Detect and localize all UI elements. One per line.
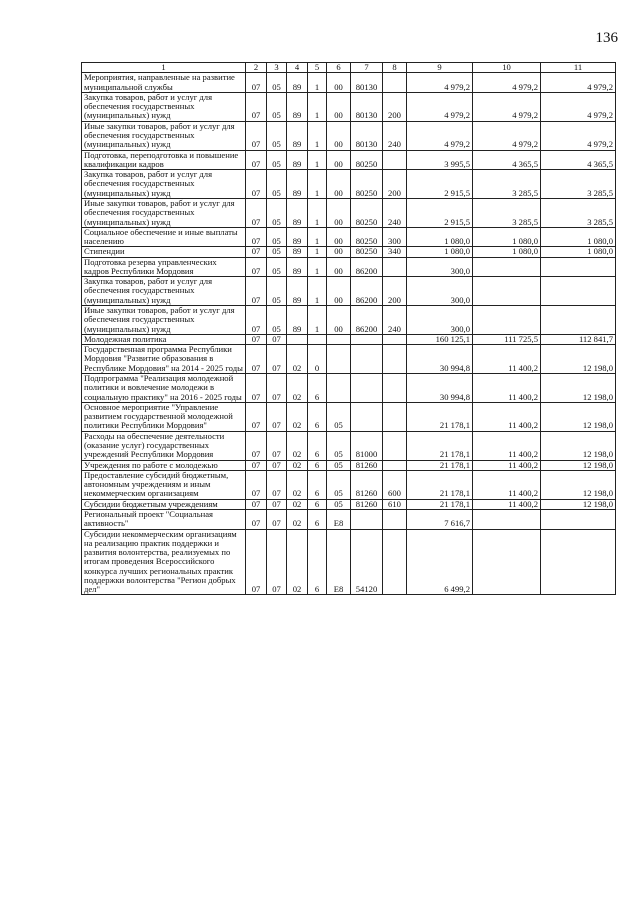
code-cell-6: 00 [327, 277, 351, 306]
code-cell-3: 07 [267, 334, 287, 344]
code-cell-5: 6 [308, 509, 327, 529]
code-cell-2: 07 [246, 198, 267, 227]
table-row [82, 121, 616, 150]
amount-cell-9: 160 125,1 [407, 334, 473, 344]
code-cell-3: 05 [267, 227, 287, 247]
code-cell-3: 07 [267, 374, 287, 403]
amount-cell-10 [473, 277, 541, 306]
code-cell-6: 00 [327, 247, 351, 257]
amount-cell-10: 3 285,5 [473, 198, 541, 227]
code-cell-8: 240 [383, 198, 407, 227]
code-cell-4: 02 [287, 374, 308, 403]
code-cell-6 [327, 334, 351, 344]
code-cell-2: 07 [246, 499, 267, 509]
code-cell-8 [383, 529, 407, 595]
code-cell-6: 05 [327, 460, 351, 470]
code-cell-5: 6 [308, 529, 327, 595]
amount-cell-11: 1 080,0 [541, 247, 616, 257]
amount-cell-11: 12 198,0 [541, 431, 616, 460]
header-cell: 1 [82, 63, 246, 73]
code-cell-2: 07 [246, 402, 267, 431]
code-cell-3: 07 [267, 345, 287, 374]
code-cell-7: 80250 [351, 247, 383, 257]
code-cell-4: 89 [287, 227, 308, 247]
code-cell-4: 02 [287, 345, 308, 374]
code-cell-3: 07 [267, 402, 287, 431]
code-cell-8 [383, 73, 407, 93]
code-cell-6: 00 [327, 227, 351, 247]
amount-cell-11: 4 365,5 [541, 150, 616, 170]
amount-cell-10: 11 400,2 [473, 345, 541, 374]
table-row [82, 170, 616, 199]
table-row [82, 334, 616, 344]
code-cell-8: 200 [383, 170, 407, 199]
header-cell: 6 [327, 63, 351, 73]
code-cell-3: 07 [267, 529, 287, 595]
table-row [82, 150, 616, 170]
code-cell-2: 07 [246, 150, 267, 170]
code-cell-8 [383, 257, 407, 277]
code-cell-6: 00 [327, 198, 351, 227]
code-cell-7 [351, 334, 383, 344]
amount-cell-11: 12 198,0 [541, 345, 616, 374]
code-cell-7: 80250 [351, 198, 383, 227]
header-cell: 9 [407, 63, 473, 73]
code-cell-7: 86200 [351, 306, 383, 335]
code-cell-4: 89 [287, 247, 308, 257]
code-cell-2: 07 [246, 257, 267, 277]
amount-cell-10: 11 400,2 [473, 470, 541, 499]
amount-cell-10 [473, 306, 541, 335]
code-cell-4: 02 [287, 509, 308, 529]
amount-cell-9: 21 178,1 [407, 402, 473, 431]
code-cell-4: 02 [287, 470, 308, 499]
code-cell-5: 6 [308, 499, 327, 509]
amount-cell-11 [541, 306, 616, 335]
table-row [82, 277, 616, 306]
row-name-cell: Иные закупки товаров, работ и услуг для обеспечения государственных (муниципальных) нужд [82, 306, 246, 335]
amount-cell-10: 111 725,5 [473, 334, 541, 344]
code-cell-6: E8 [327, 529, 351, 595]
amount-cell-10: 11 400,2 [473, 460, 541, 470]
amount-cell-9: 21 178,1 [407, 460, 473, 470]
header-cell: 10 [473, 63, 541, 73]
code-cell-4: 02 [287, 431, 308, 460]
amount-cell-11: 4 979,2 [541, 121, 616, 150]
code-cell-5: 1 [308, 257, 327, 277]
code-cell-6: E8 [327, 509, 351, 529]
code-cell-5: 1 [308, 170, 327, 199]
code-cell-7: 86200 [351, 257, 383, 277]
code-cell-4: 89 [287, 92, 308, 121]
code-cell-7: 81260 [351, 470, 383, 499]
code-cell-2: 07 [246, 92, 267, 121]
code-cell-6: 05 [327, 499, 351, 509]
code-cell-5: 1 [308, 73, 327, 93]
amount-cell-9: 3 995,5 [407, 150, 473, 170]
header-cell: 7 [351, 63, 383, 73]
code-cell-2: 07 [246, 227, 267, 247]
amount-cell-11: 12 198,0 [541, 460, 616, 470]
code-cell-7: 80130 [351, 121, 383, 150]
amount-cell-11: 3 285,5 [541, 170, 616, 199]
code-cell-4: 89 [287, 306, 308, 335]
code-cell-8 [383, 374, 407, 403]
table-row [82, 529, 616, 595]
row-name-cell: Молодежная политика [82, 334, 246, 344]
code-cell-8: 300 [383, 227, 407, 247]
amount-cell-11 [541, 277, 616, 306]
code-cell-4: 02 [287, 402, 308, 431]
table-row [82, 509, 616, 529]
table-row [82, 431, 616, 460]
row-name-cell: Подпрограмма "Реализация молодежной политики и вовлечение молодежи в социальную практику" на 2016 - 2025 годы [82, 374, 246, 403]
row-name-cell: Субсидии некоммерческим организациям на реализацию практик поддержки и развития волонтерства, реализуемых по итогам проведения Всероссийского конкурса лучших региональных практик поддержки волонтерства "Регион добрых дел" [82, 529, 246, 595]
code-cell-6: 00 [327, 92, 351, 121]
row-name-cell: Закупка товаров, работ и услуг для обеспечения государственных (муниципальных) нужд [82, 170, 246, 199]
header-cell: 4 [287, 63, 308, 73]
row-name-cell: Иные закупки товаров, работ и услуг для обеспечения государственных (муниципальных) нужд [82, 121, 246, 150]
code-cell-3: 05 [267, 277, 287, 306]
code-cell-6: 00 [327, 306, 351, 335]
code-cell-4: 89 [287, 150, 308, 170]
row-name-cell: Закупка товаров, работ и услуг для обеспечения государственных (муниципальных) нужд [82, 277, 246, 306]
amount-cell-9: 1 080,0 [407, 247, 473, 257]
code-cell-7 [351, 374, 383, 403]
table-row [82, 247, 616, 257]
code-cell-2: 07 [246, 345, 267, 374]
code-cell-2: 07 [246, 460, 267, 470]
header-cell: 11 [541, 63, 616, 73]
code-cell-5: 1 [308, 227, 327, 247]
row-name-cell: Закупка товаров, работ и услуг для обеспечения государственных (муниципальных) нужд [82, 92, 246, 121]
amount-cell-11: 1 080,0 [541, 227, 616, 247]
amount-cell-11: 12 198,0 [541, 499, 616, 509]
code-cell-6: 00 [327, 257, 351, 277]
table-header-row [82, 63, 616, 73]
code-cell-8 [383, 334, 407, 344]
row-name-cell: Социальное обеспечение и иные выплаты населению [82, 227, 246, 247]
amount-cell-9: 7 616,7 [407, 509, 473, 529]
amount-cell-9: 21 178,1 [407, 431, 473, 460]
code-cell-4 [287, 334, 308, 344]
code-cell-2: 07 [246, 374, 267, 403]
code-cell-5: 1 [308, 277, 327, 306]
code-cell-7: 80250 [351, 227, 383, 247]
amount-cell-10: 11 400,2 [473, 402, 541, 431]
page-number: 136 [595, 30, 618, 46]
code-cell-2: 07 [246, 121, 267, 150]
code-cell-5: 1 [308, 306, 327, 335]
code-cell-8: 610 [383, 499, 407, 509]
row-name-cell: Региональный проект "Социальная активность" [82, 509, 246, 529]
budget-table [81, 62, 616, 595]
code-cell-4: 02 [287, 529, 308, 595]
code-cell-7 [351, 345, 383, 374]
amount-cell-10: 4 365,5 [473, 150, 541, 170]
row-name-cell: Предоставление субсидий бюджетным, автономным учреждениям и иным некоммерческим организациям [82, 470, 246, 499]
code-cell-8 [383, 402, 407, 431]
code-cell-5: 6 [308, 402, 327, 431]
code-cell-4: 89 [287, 73, 308, 93]
code-cell-8 [383, 345, 407, 374]
amount-cell-9: 4 979,2 [407, 121, 473, 150]
code-cell-3: 05 [267, 121, 287, 150]
code-cell-7: 80130 [351, 92, 383, 121]
code-cell-8 [383, 150, 407, 170]
table-row [82, 198, 616, 227]
amount-cell-9: 6 499,2 [407, 529, 473, 595]
code-cell-6: 00 [327, 121, 351, 150]
header-cell: 2 [246, 63, 267, 73]
code-cell-5: 1 [308, 92, 327, 121]
code-cell-3: 07 [267, 509, 287, 529]
code-cell-5: 6 [308, 470, 327, 499]
amount-cell-10 [473, 509, 541, 529]
row-name-cell: Учреждения по работе с молодежью [82, 460, 246, 470]
code-cell-2: 07 [246, 170, 267, 199]
amount-cell-11: 112 841,7 [541, 334, 616, 344]
code-cell-3: 07 [267, 499, 287, 509]
code-cell-4: 89 [287, 170, 308, 199]
code-cell-7: 81000 [351, 431, 383, 460]
amount-cell-9: 21 178,1 [407, 499, 473, 509]
amount-cell-10: 1 080,0 [473, 247, 541, 257]
amount-cell-10: 11 400,2 [473, 374, 541, 403]
code-cell-8: 200 [383, 92, 407, 121]
amount-cell-10: 4 979,2 [473, 92, 541, 121]
code-cell-8: 600 [383, 470, 407, 499]
row-name-cell: Основное мероприятие "Управление развитием государственной молодежной политики Республики Мордовия" [82, 402, 246, 431]
code-cell-8: 200 [383, 277, 407, 306]
table-row [82, 499, 616, 509]
amount-cell-10: 11 400,2 [473, 431, 541, 460]
amount-cell-10: 1 080,0 [473, 227, 541, 247]
code-cell-3: 05 [267, 73, 287, 93]
code-cell-8: 240 [383, 121, 407, 150]
row-name-cell: Расходы на обеспечение деятельности (оказание услуг) государственных учреждений Республики Мордовия [82, 431, 246, 460]
code-cell-3: 05 [267, 247, 287, 257]
table-row [82, 257, 616, 277]
code-cell-8 [383, 509, 407, 529]
code-cell-2: 07 [246, 431, 267, 460]
row-name-cell: Субсидии бюджетным учреждениям [82, 499, 246, 509]
amount-cell-9: 1 080,0 [407, 227, 473, 247]
code-cell-3: 05 [267, 306, 287, 335]
code-cell-2: 07 [246, 73, 267, 93]
table-row [82, 460, 616, 470]
amount-cell-9: 4 979,2 [407, 92, 473, 121]
amount-cell-9: 30 994,8 [407, 374, 473, 403]
row-name-cell: Подготовка, переподготовка и повышение квалификации кадров [82, 150, 246, 170]
header-cell: 5 [308, 63, 327, 73]
table-row [82, 470, 616, 499]
amount-cell-11: 12 198,0 [541, 374, 616, 403]
code-cell-8: 340 [383, 247, 407, 257]
amount-cell-9: 300,0 [407, 257, 473, 277]
code-cell-7: 81260 [351, 499, 383, 509]
header-cell: 3 [267, 63, 287, 73]
code-cell-3: 05 [267, 198, 287, 227]
code-cell-3: 05 [267, 170, 287, 199]
table-row [82, 402, 616, 431]
code-cell-7: 86200 [351, 277, 383, 306]
amount-cell-9: 300,0 [407, 277, 473, 306]
amount-cell-11: 4 979,2 [541, 92, 616, 121]
amount-cell-11 [541, 509, 616, 529]
code-cell-2: 07 [246, 470, 267, 499]
code-cell-3: 05 [267, 257, 287, 277]
code-cell-2: 07 [246, 277, 267, 306]
amount-cell-11: 12 198,0 [541, 402, 616, 431]
amount-cell-10: 3 285,5 [473, 170, 541, 199]
code-cell-2: 07 [246, 306, 267, 335]
code-cell-2: 07 [246, 334, 267, 344]
row-name-cell: Подготовка резерва управленческих кадров Республики Мордовия [82, 257, 246, 277]
code-cell-7: 80250 [351, 150, 383, 170]
code-cell-5: 1 [308, 121, 327, 150]
table-row [82, 306, 616, 335]
code-cell-5 [308, 334, 327, 344]
amount-cell-10 [473, 529, 541, 595]
code-cell-6: 05 [327, 431, 351, 460]
row-name-cell: Мероприятия, направленные на развитие муниципальной службы [82, 73, 246, 93]
amount-cell-9: 300,0 [407, 306, 473, 335]
code-cell-4: 89 [287, 198, 308, 227]
table-row [82, 92, 616, 121]
code-cell-4: 02 [287, 499, 308, 509]
amount-cell-11 [541, 257, 616, 277]
code-cell-6 [327, 374, 351, 403]
amount-cell-9: 2 915,5 [407, 170, 473, 199]
code-cell-4: 02 [287, 460, 308, 470]
code-cell-7 [351, 509, 383, 529]
code-cell-4: 89 [287, 257, 308, 277]
code-cell-2: 07 [246, 509, 267, 529]
amount-cell-9: 2 915,5 [407, 198, 473, 227]
code-cell-7 [351, 402, 383, 431]
code-cell-8: 240 [383, 306, 407, 335]
amount-cell-11: 3 285,5 [541, 198, 616, 227]
code-cell-5: 1 [308, 247, 327, 257]
code-cell-6: 05 [327, 470, 351, 499]
code-cell-5: 6 [308, 431, 327, 460]
code-cell-4: 89 [287, 121, 308, 150]
table-row [82, 227, 616, 247]
code-cell-6 [327, 345, 351, 374]
amount-cell-10: 4 979,2 [473, 73, 541, 93]
amount-cell-10 [473, 257, 541, 277]
code-cell-2: 07 [246, 247, 267, 257]
code-cell-6: 00 [327, 150, 351, 170]
code-cell-3: 05 [267, 92, 287, 121]
amount-cell-10: 4 979,2 [473, 121, 541, 150]
code-cell-6: 05 [327, 402, 351, 431]
table-row [82, 345, 616, 374]
table-row [82, 73, 616, 93]
row-name-cell: Государственная программа Республики Мордовия "Развитие образования в Республике Мордовия" на 2014 - 2025 годы [82, 345, 246, 374]
amount-cell-11: 12 198,0 [541, 470, 616, 499]
amount-cell-9: 21 178,1 [407, 470, 473, 499]
code-cell-5: 6 [308, 460, 327, 470]
table-body [82, 73, 616, 595]
amount-cell-10: 11 400,2 [473, 499, 541, 509]
amount-cell-9: 4 979,2 [407, 73, 473, 93]
amount-cell-11 [541, 529, 616, 595]
table-row [82, 374, 616, 403]
row-name-cell: Стипендии [82, 247, 246, 257]
code-cell-7: 54120 [351, 529, 383, 595]
code-cell-7: 80250 [351, 170, 383, 199]
code-cell-3: 05 [267, 150, 287, 170]
code-cell-7: 80130 [351, 73, 383, 93]
code-cell-3: 07 [267, 470, 287, 499]
code-cell-3: 07 [267, 431, 287, 460]
code-cell-5: 1 [308, 150, 327, 170]
code-cell-8 [383, 460, 407, 470]
code-cell-5: 1 [308, 198, 327, 227]
code-cell-3: 07 [267, 460, 287, 470]
code-cell-6: 00 [327, 73, 351, 93]
code-cell-5: 0 [308, 345, 327, 374]
header-cell: 8 [383, 63, 407, 73]
code-cell-6: 00 [327, 170, 351, 199]
code-cell-8 [383, 431, 407, 460]
code-cell-7: 81260 [351, 460, 383, 470]
amount-cell-9: 30 994,8 [407, 345, 473, 374]
code-cell-4: 89 [287, 277, 308, 306]
code-cell-2: 07 [246, 529, 267, 595]
amount-cell-11: 4 979,2 [541, 73, 616, 93]
row-name-cell: Иные закупки товаров, работ и услуг для обеспечения государственных (муниципальных) нужд [82, 198, 246, 227]
code-cell-5: 6 [308, 374, 327, 403]
